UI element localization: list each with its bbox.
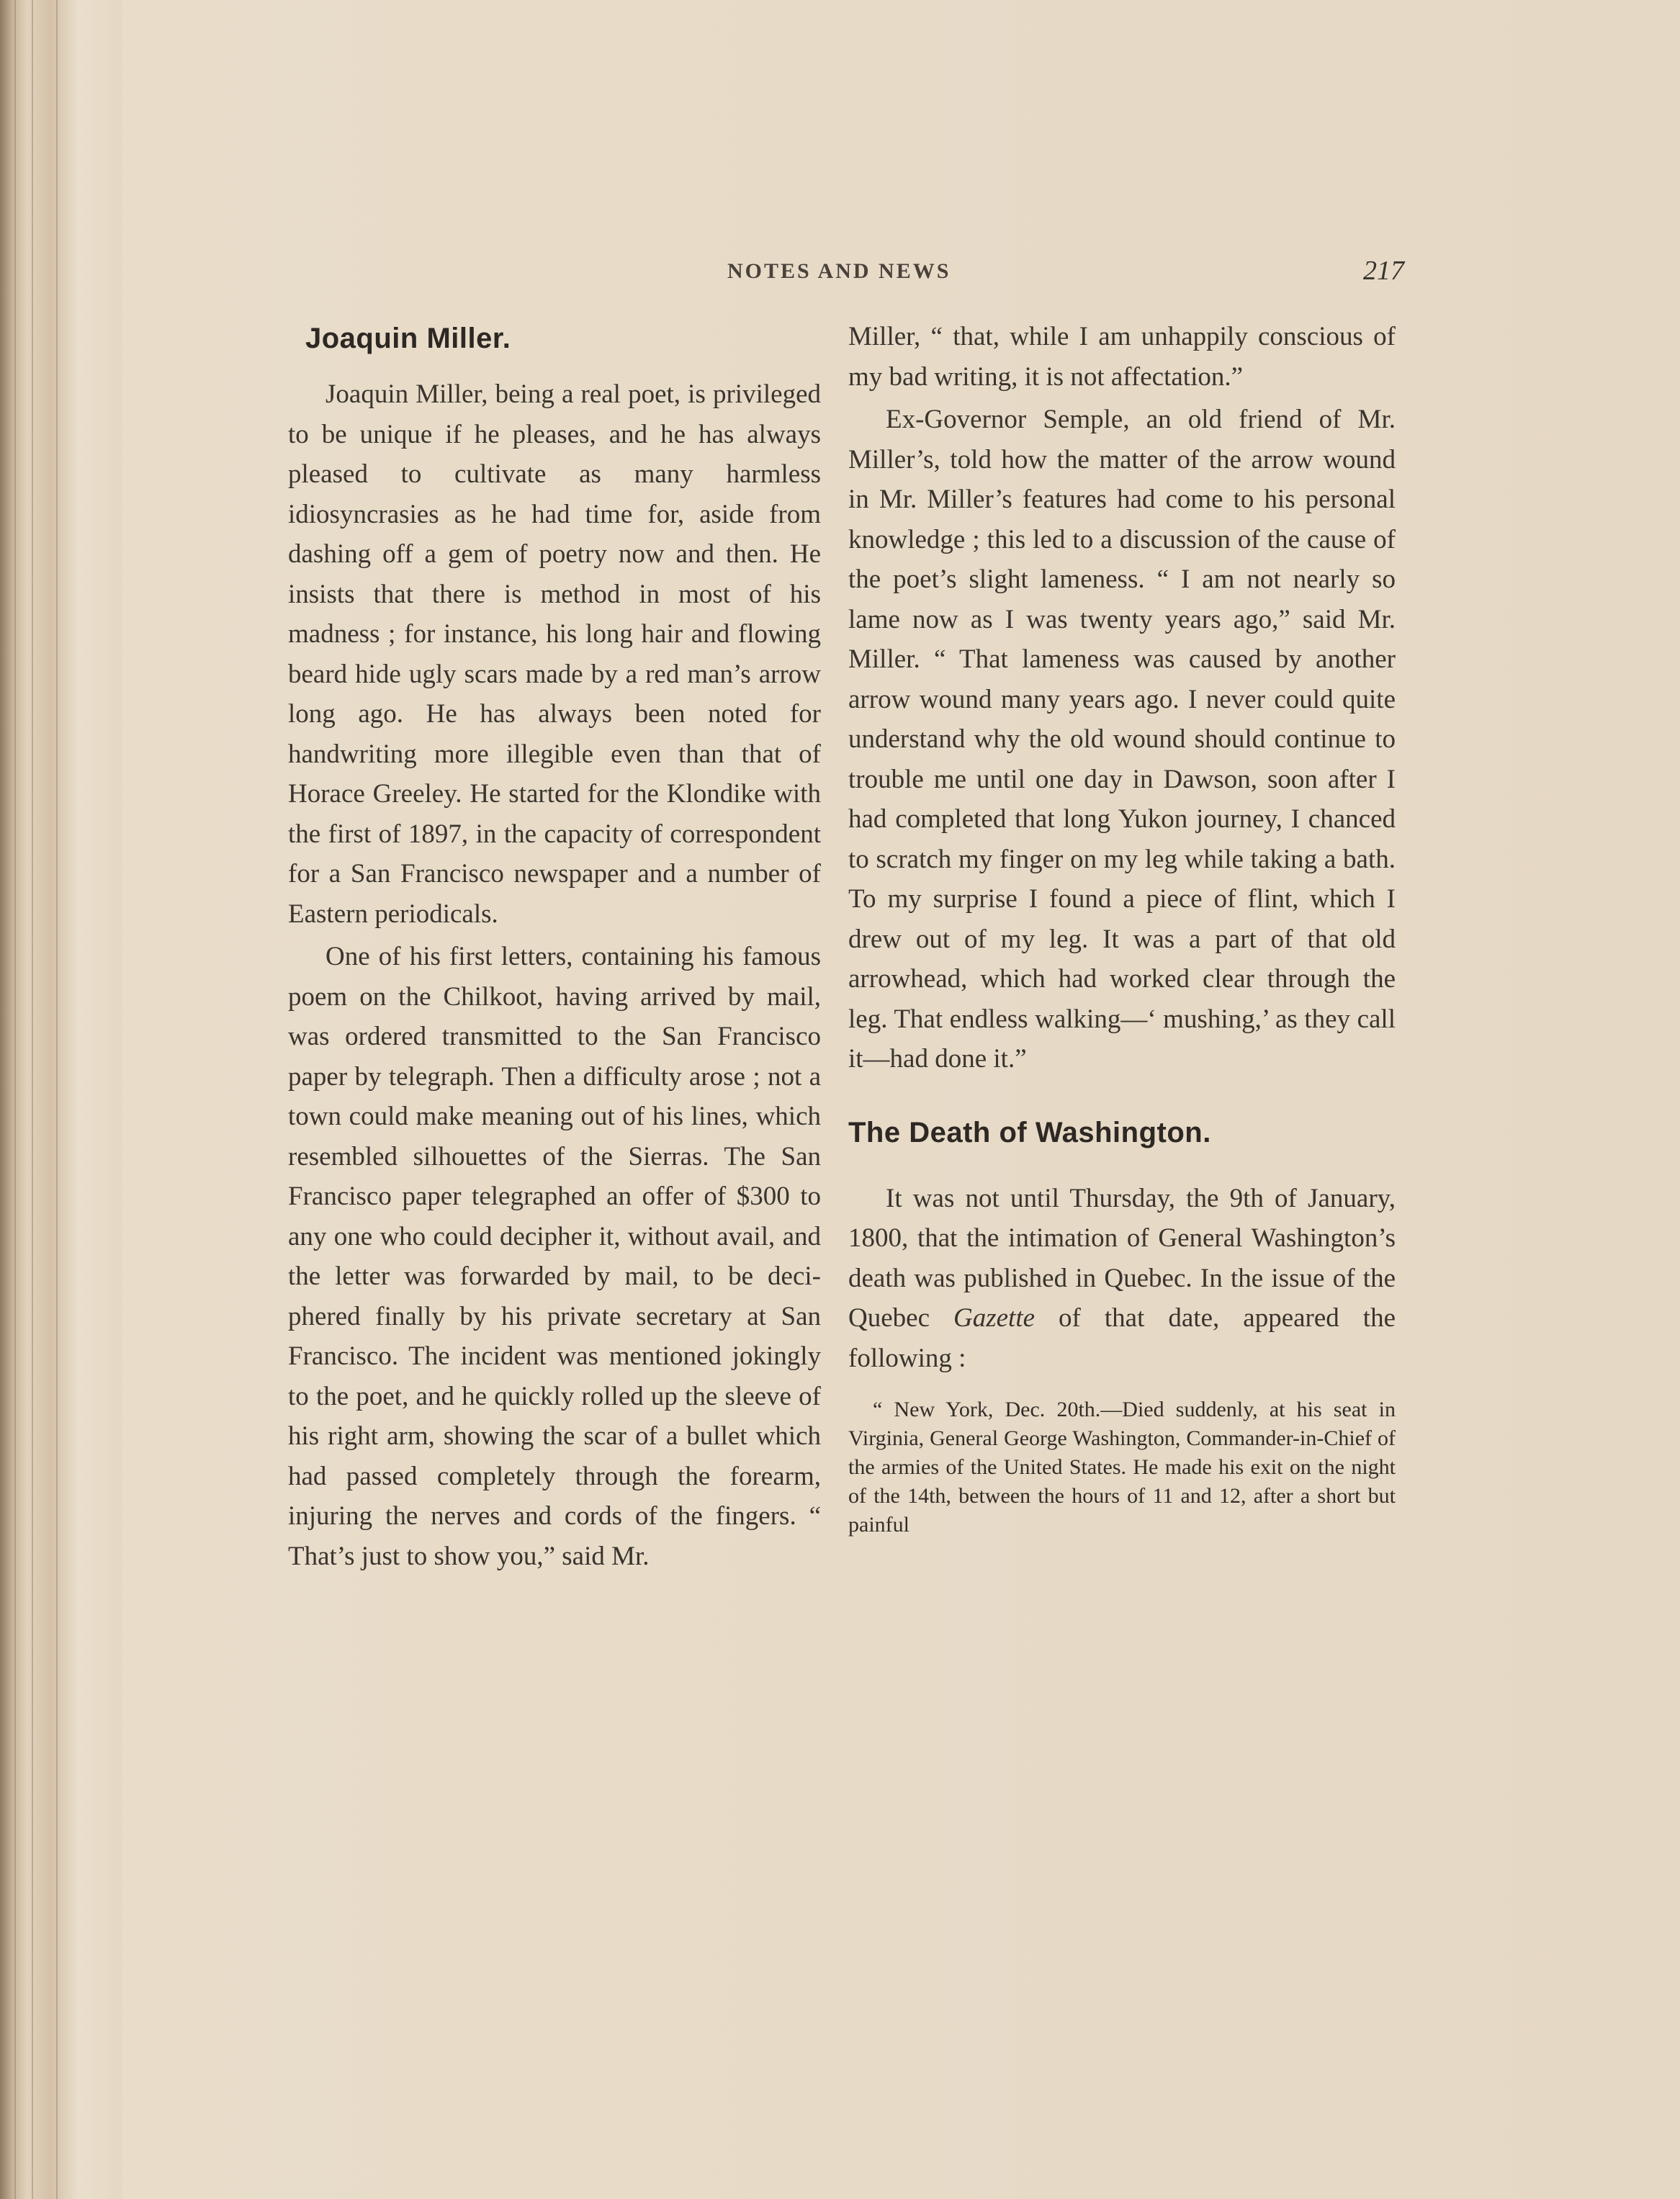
right-column [848, 317, 1396, 1539]
left-column [288, 317, 821, 1576]
article-paragraph: One of his first letters, containing his famous poem on the Chilkoot, having arrived by mail, was ordered transmitted to the San Francisco paper by telegraph. Then a difficulty arose ; not a town could make meaning out of his lines, which resembled silhouettes of the Sierras. The San Francisco paper telegraphed an offer of $300 to any one who could decipher it, without avail, and the letter was forwarded by mail, to be deciphered finally by his private secretary at San Francisco. The incident was mentioned jokingly to the poet, and he quickly rolled up the sleeve of his right arm, showing the scar of a bullet which had passed completely through the forearm, injuring the nerves and cords of the fingers. “ That’s just to show you,” said Mr. [288, 942, 821, 1571]
article-paragraph: Joaquin Miller, being a real poet, is privileged to be unique if he pleases, and he has always pleased to cultivate as many harmless idiosyncrasies as he had time for, aside from dashing off a gem of poetry now and then. He insists that there is method in most of his madness ; for instance, his long hair and flowing beard hide ugly scars made by a red man’s arrow long ago. He has always been noted for handwriting more illegible even than that of Horace Greeley. He started for the Klondike with the first of 1897, in the capacity of correspondent for a San Francisco newspaper and a number of Eastern periodicals. [288, 379, 821, 929]
gutter-edge-line [56, 0, 58, 2199]
article-title-joaquin-miller: Joaquin Miller. [305, 323, 511, 354]
article-paragraph-continued: Miller, “ that, while I am unhappily conscious of my bad writing, it is not affectation.” [848, 322, 1396, 392]
book-gutter [0, 0, 122, 2199]
running-head: NOTES AND NEWS [727, 259, 951, 283]
page-header [288, 256, 1404, 302]
block-quote: “ New York, Dec. 20th.—Died suddenly, at his seat in Virginia, General George Washington, Commander-in-Chief of the armies of the United States. He made his exit on the night of the 14th, between the hours of 11 and 12, after a short but painful [848, 1398, 1396, 1537]
page-number: 217 [1363, 256, 1404, 286]
newspaper-name-italic: Gazette [953, 1303, 1036, 1333]
gutter-edge-line [14, 0, 16, 2199]
article-paragraph: Ex-Governor Semple, an old friend of Mr. Miller’s, told how the matter of the arrow wound in Mr. Miller’s features had come to his personal knowledge ; this led to a discussion of the cause of the poet’s slight lameness. “ I am not nearly so lame now as I was twenty years ago,” said Mr. Miller. “ That lameness was caused by another arrow wound many years ago. I never could quite understand why the old wound should continue to trouble me until one day in Dawson, soon after I had completed that long Yukon journey, I chanced to scratch my finger on my leg while taking a bath. To my surprise I found a piece of flint, which I drew out of my leg. It was a part of that old arrowhead, which had worked clear through the leg. That endless walking—‘ mushing,’ as they call it—had done it.” [848, 405, 1396, 1074]
gutter-edge-line [32, 0, 33, 2199]
article-title-death-of-washington: The Death of Washington. [848, 1116, 1211, 1148]
paragraph-text: of that date, appeared the following : [848, 1303, 1396, 1373]
article-paragraph [848, 1179, 1396, 1379]
paragraph-text: It was not until Thursday, the 9th of January, 1800, that the intimation of General Washington’s death was published in Quebec. In the issue of the Quebec [848, 1183, 1396, 1333]
